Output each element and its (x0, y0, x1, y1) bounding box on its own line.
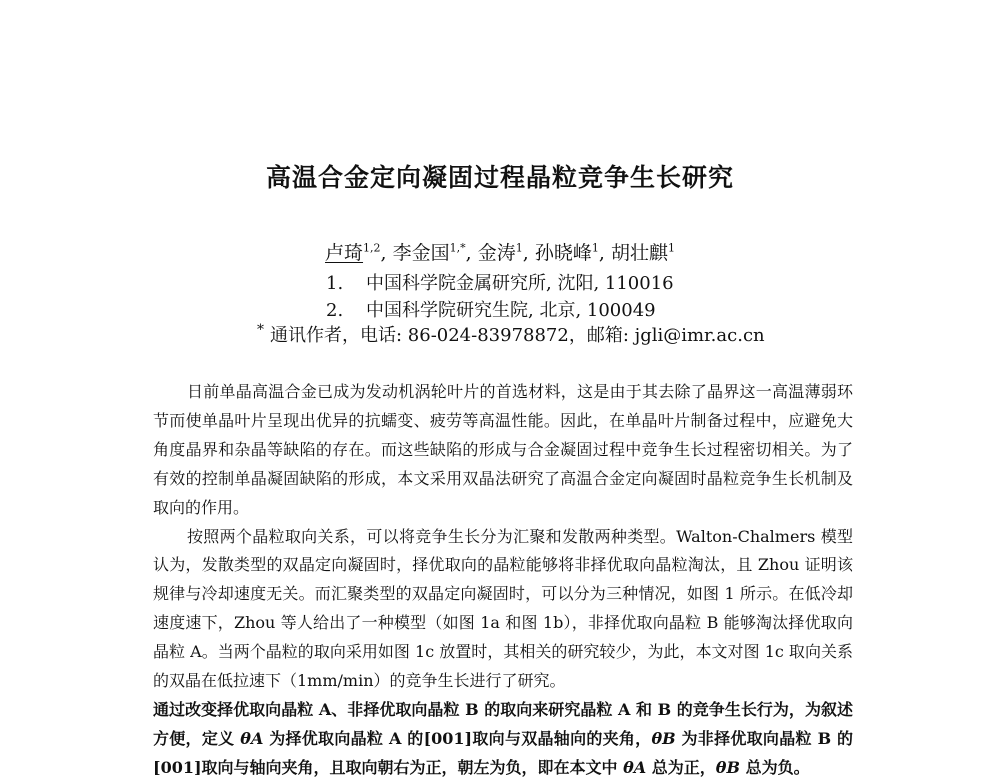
body-text (153, 378, 853, 783)
paragraph-text: 为非择优取向晶粒 B 的[001]取向与轴向夹角，且取向朝右为正，朝左为负，即在本文中 (153, 728, 853, 777)
author-separator: , (465, 242, 472, 264)
paragraph-text: 总为正， (646, 757, 716, 777)
paper-title: 高温合金定向凝固过程晶粒竞争生长研究 (265, 163, 734, 192)
affiliation-2 (326, 296, 656, 322)
author-separator: , (380, 242, 387, 264)
affiliation-1 (326, 269, 674, 295)
theta-b-symbol: θB (715, 757, 740, 777)
paragraph-competition-types: 按照两个晶粒取向关系，可以将竞争生长分为汇聚和发散两种类型。Walton-Chalmers 模型认为，发散类型的双晶定向凝固时，择优取向的晶粒能够将非择优取向晶粒淘汰，且 Zhou 证明该规律与冷却速度无关。而汇聚类型的双晶定向凝固时，可以分为三种情况，如图 1 所示。在低冷却速度速下，Zhou 等人给出了一种模型（如图 1a 和图 1b），非择优取向晶粒 B 能够淘汰择优取向晶粒 A。当两个晶粒的取向采用如图 1c 放置时，其相关的研究较少，为此，本文对图 1c 取向关系的双晶在低拉速下（1mm/min）的竞争生长进行了研究。 (153, 526, 853, 691)
corresponding-text: 通讯作者，电话: 86-024-83978872，邮箱: jgli@imr.ac.cn (270, 325, 765, 346)
corresponding-author-note (257, 321, 765, 347)
affiliation-number: 1. (326, 273, 344, 294)
theta-a-symbol: θA (623, 757, 647, 777)
author-separator: , (522, 242, 529, 264)
affiliation-text: 中国科学院金属研究所, 沈阳, 110016 (366, 273, 674, 294)
author-name: 卢琦 (325, 242, 364, 264)
author-superscript: 1 (591, 241, 599, 255)
author-list (0, 238, 1000, 265)
author-separator: , (598, 242, 605, 264)
paragraph-intro: 日前单晶高温合金已成为发动机涡轮叶片的首选材料，这是由于其去除了晶界这一高温薄弱环节而使单晶叶片呈现出优异的抗蠕变、疲劳等高温性能。因此，在单晶叶片制备过程中，应避免大角度晶界和杂晶等缺陷的存在。而这些缺陷的形成与合金凝固过程中竞争生长过程密切相关。为了有效的控制单晶凝固缺陷的形成，本文采用双晶法研究了高温合金定向凝固时晶粒竞争生长机制及取向的作用。 (153, 382, 853, 517)
theta-b-symbol: θB (651, 728, 676, 748)
paragraph-text: 总为负。 (740, 757, 810, 777)
paragraph-text: 为择优取向晶粒 A 的[001]取向与双晶轴向的夹角， (263, 728, 652, 748)
author-superscript: 1 (515, 241, 523, 255)
author-name: 李金国 (392, 242, 450, 264)
author-name: 孙晓峰 (534, 242, 592, 264)
paragraph-definitions (153, 696, 853, 783)
theta-a-symbol: θA (240, 728, 264, 748)
author-superscript: 1,* (449, 241, 466, 255)
affiliation-text: 中国科学院研究生院, 北京, 100049 (366, 300, 656, 321)
author-name: 胡壮麒 (610, 242, 668, 264)
author-name: 金涛 (477, 242, 516, 264)
paragraph-text: 通过改变择优取向晶粒 A、非择优取向晶粒 B 的取向来研究晶粒 A 和 B 的竞争生长行为，为叙述方便，定义 (153, 699, 853, 748)
corresponding-marker: * (257, 322, 264, 338)
affiliation-number: 2. (326, 300, 344, 321)
author-superscript: 1 (667, 241, 675, 255)
author-superscript: 1,2 (363, 241, 381, 255)
